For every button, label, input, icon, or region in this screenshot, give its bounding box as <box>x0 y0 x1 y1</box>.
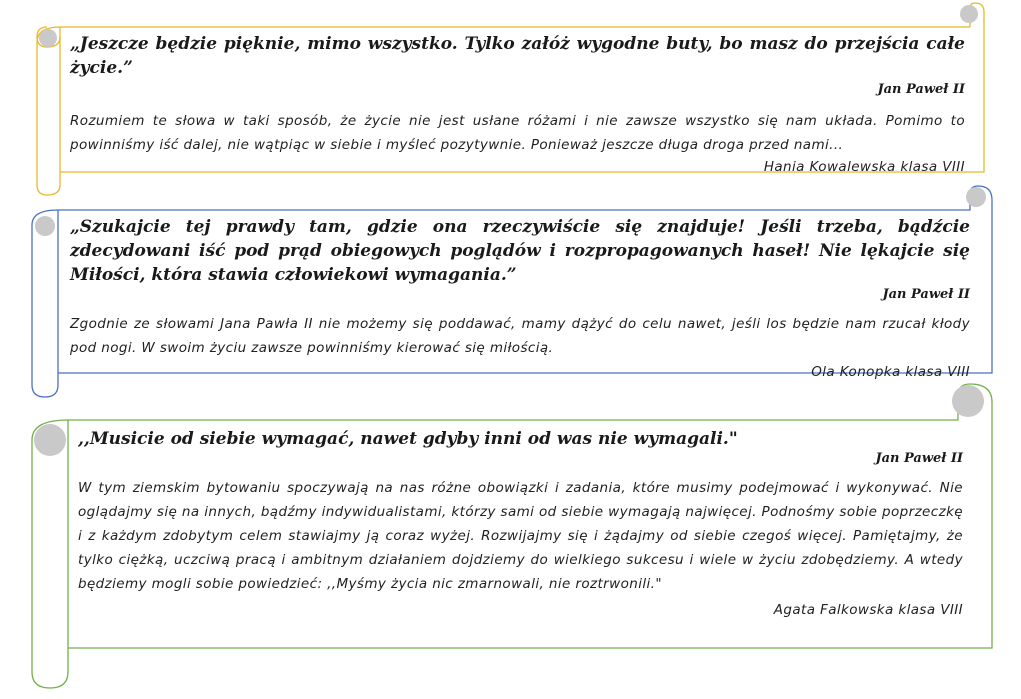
quote-text: „Jeszcze będzie pięknie, mimo wszystko. Tylko załóż wygodne buty, bo masz do przejścia całe życie.” <box>70 34 965 78</box>
quote-text: ,,Musicie od siebie wymagać, nawet gdyby inni od was nie wymagali." <box>78 429 738 449</box>
quote-author: Jan Paweł II <box>877 82 965 97</box>
scroll-card-1 <box>70 32 965 175</box>
scroll-card-2 <box>70 215 970 380</box>
reflection-text: Zgodnie ze słowami Jana Pawła II nie możemy się poddawać, mamy dążyć do celu nawet, jeśli los będzie nam rzucał kłody pod nogi. W swoim życiu zawsze powinniśmy kierować się miłością. <box>70 316 970 356</box>
quote-author: Jan Paweł II <box>882 287 970 302</box>
student-signature: Agata Falkowska klasa VIII <box>773 602 963 618</box>
quote-author: Jan Paweł II <box>875 451 963 466</box>
student-signature: Ola Konopka klasa VIII <box>811 364 970 380</box>
quote-text: „Szukajcie tej prawdy tam, gdzie ona rzeczywiście się znajduje! Jeśli trzeba, bądźcie zdecydowani iść pod prąd obiegowych poglądów i rozpropagowanych haseł! Nie lękajcie się Miłości, która stawia człowiekowi wymagania.” <box>70 217 970 285</box>
reflection-text: Rozumiem te słowa w taki sposób, że życie nie jest usłane różami i nie zawsze wszystko się nam układa. Pomimo to powinniśmy iść dalej, nie wątpiąc w siebie i myśleć pozytywnie. Ponieważ jeszcze długa droga przed nami... <box>70 113 965 153</box>
student-signature: Hania Kowalewska klasa VIII <box>763 159 965 175</box>
scroll-card-3 <box>78 427 963 618</box>
reflection-text: W tym ziemskim bytowaniu spoczywają na nas różne obowiązki i zadania, które musimy podejmować i wykonywać. Nie oglądajmy się na innych, bądźmy indywidualistami, którzy sami od siebie wymagają najwięcej. Podnośmy sobie poprzeczkę i z każdym zdobytym celem stawiajmy ją coraz wyżej. Rozwijajmy się i żądajmy od siebie czegoś więcej. Pamiętajmy, że tylko ciężką, uczciwą pracą i ambitnym działaniem dojdziemy do wielkiego sukcesu i wiele w życiu zdobędziemy. A wtedy będziemy mogli sobie powiedzieć: ,,Myśmy życia nic zmarnowali, nie roztrwonili." <box>78 480 963 592</box>
